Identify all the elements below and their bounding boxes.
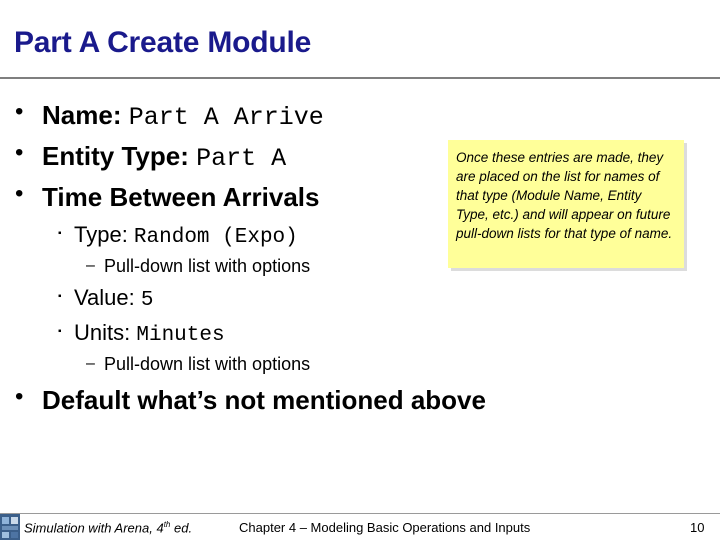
sub-value: Minutes [136, 324, 225, 347]
footer-book-title [24, 520, 192, 535]
bullet-icon: • [15, 98, 24, 125]
page-number: 10 [690, 520, 705, 535]
bullet-value: Part A [196, 144, 287, 173]
sub-value: Random (Expo) [133, 226, 298, 249]
bullet-entity-type [42, 141, 286, 173]
bullet-default: Default what’s not mentioned above [42, 385, 486, 415]
type-note: Pull-down list with options [104, 256, 311, 276]
note-box: Once these entries are made, they are placed on the list for names of that type (Module Name, Entity Type, etc.) and will appear on future pull-down lists for that type of name. [448, 140, 684, 268]
sub-bullet-icon: ▪ [58, 291, 62, 302]
title-divider [0, 77, 720, 79]
sub-label: Value: [74, 285, 141, 310]
sub-value: 5 [140, 289, 154, 312]
bullet-label: Entity Type: [42, 141, 197, 171]
bullet-label: Name: [42, 100, 129, 130]
bullet-time-between-arrivals: Time Between Arrivals [42, 182, 320, 212]
bullet-icon: • [15, 180, 24, 207]
units-note: Pull-down list with options [104, 354, 311, 374]
dash-icon: – [86, 355, 95, 372]
sub-bullet-value [74, 285, 153, 312]
bullet-icon: • [15, 139, 24, 166]
sub-label: Type: [74, 222, 134, 247]
sub-bullet-icon: ▪ [58, 228, 62, 239]
footer-chapter: Chapter 4 – Modeling Basic Operations and Inputs [239, 520, 531, 535]
bullet-name [42, 100, 324, 132]
sub-bullet-type [74, 222, 298, 249]
bullet-icon: • [15, 383, 24, 410]
arena-logo-icon [0, 514, 20, 540]
slide-title: Part A Create Module [14, 26, 312, 59]
footer-divider [0, 513, 720, 514]
sub-bullet-icon: ▪ [58, 326, 62, 337]
sub-label: Units: [74, 320, 137, 345]
bullet-value: Part A Arrive [128, 103, 324, 132]
sub-bullet-units [74, 320, 225, 347]
book-text: Simulation with Arena, 4 [24, 520, 164, 536]
book-sup: th [163, 520, 171, 529]
dash-icon: – [86, 257, 95, 274]
book-end: ed. [170, 520, 193, 536]
